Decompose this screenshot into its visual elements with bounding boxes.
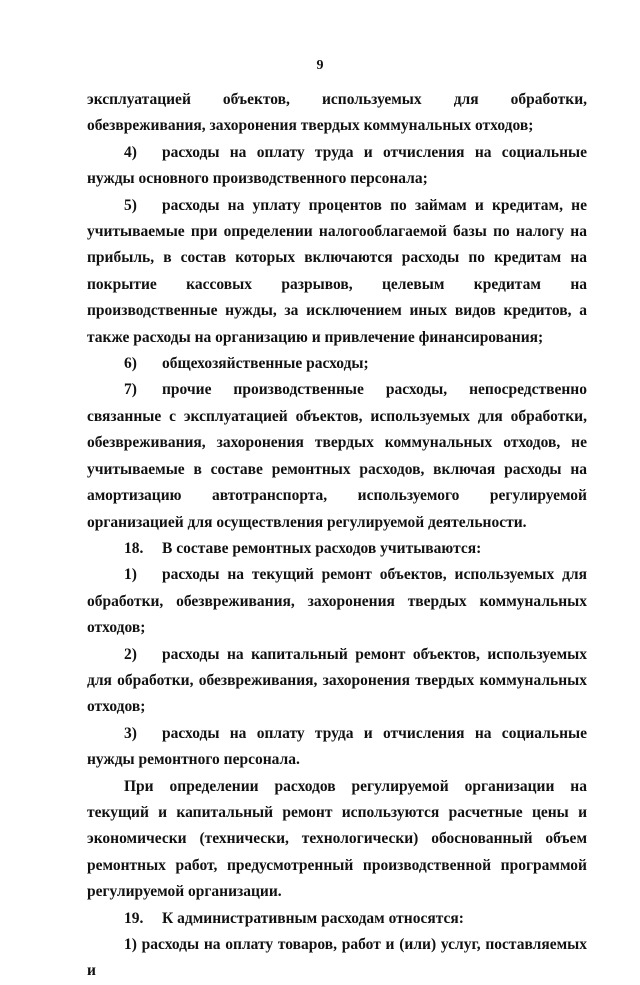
paragraph-cut xyxy=(87,932,587,985)
list-number: 3) xyxy=(124,724,137,742)
paragraph-text: расходы на оплату труда и отчисления на социальные нужды основного производственного персонала; xyxy=(87,143,587,188)
section-number: 18. xyxy=(124,539,144,557)
paragraph-text: общехозяйственные расходы; xyxy=(162,355,369,373)
page-number: 9 xyxy=(316,58,324,73)
section-item xyxy=(87,906,587,932)
paragraph-text: расходы на уплату процентов по займам и кредитам, не учитываемые при определении налогооблагаемой базы по налогу на прибыль, в состав которых включаются расходы по кредитам на покрытие кассовых разрывов, целевым кредитам на производственные нужды, за исключением иных видов кредитов, а также расходы на организацию и привлечение финансирования; xyxy=(87,196,587,346)
paragraph-text: расходы на оплату труда и отчисления на социальные нужды ремонтного персонала. xyxy=(87,724,587,769)
paragraph-text: прочие производственные расходы, непосредственно связанные с эксплуатацией объектов, используемых для обработки, обезвреживания, захоронения твердых коммунальных отходов, не учитываемые в составе ремонтных расходов, включая расходы на амортизацию автотранспорта, используемого регулируемой организацией для осуществления регулируемой деятельности. xyxy=(87,381,587,531)
list-number: 6) xyxy=(124,355,137,373)
paragraph-text: При определении расходов регулируемой организации на текущий и капитальный ремонт используются расчетные цены и экономически (технически, технологически) обоснованный объем ремонтных работ, предусмотренный производственной программой регулируемой организации. xyxy=(87,777,587,901)
section-number: 19. xyxy=(124,909,144,927)
list-number: 5) xyxy=(124,196,137,214)
list-item xyxy=(87,721,587,774)
paragraph-text: эксплуатацией объектов, используемых для обработки, обезвреживания, захоронения твердых коммунальных отходов; xyxy=(87,91,587,135)
list-number: 2) xyxy=(124,645,137,663)
paragraph-continuation xyxy=(87,87,587,140)
list-item xyxy=(87,562,587,641)
list-number: 4) xyxy=(124,143,137,161)
paragraph-text: В составе ремонтных расходов учитываются: xyxy=(162,539,482,557)
list-item xyxy=(87,193,587,351)
list-number: 7) xyxy=(124,381,137,399)
paragraph xyxy=(87,774,587,906)
list-item xyxy=(87,642,587,721)
list-item xyxy=(87,140,587,193)
list-item xyxy=(87,377,587,535)
list-number: 1) xyxy=(124,566,137,584)
section-item xyxy=(87,536,587,562)
paragraph-text: 1) расходы на оплату товаров, работ и (или) услуг, поставляемых и xyxy=(87,936,587,980)
document-body xyxy=(87,87,587,985)
list-item xyxy=(87,351,587,377)
paragraph-text: расходы на капитальный ремонт объектов, используемых для обработки, обезвреживания, захоронения твердых коммунальных отходов; xyxy=(87,645,587,716)
paragraph-text: К административным расходам относятся: xyxy=(162,909,464,927)
paragraph-text: расходы на текущий ремонт объектов, используемых для обработки, обезвреживания, захоронения твердых коммунальных отходов; xyxy=(87,566,587,637)
